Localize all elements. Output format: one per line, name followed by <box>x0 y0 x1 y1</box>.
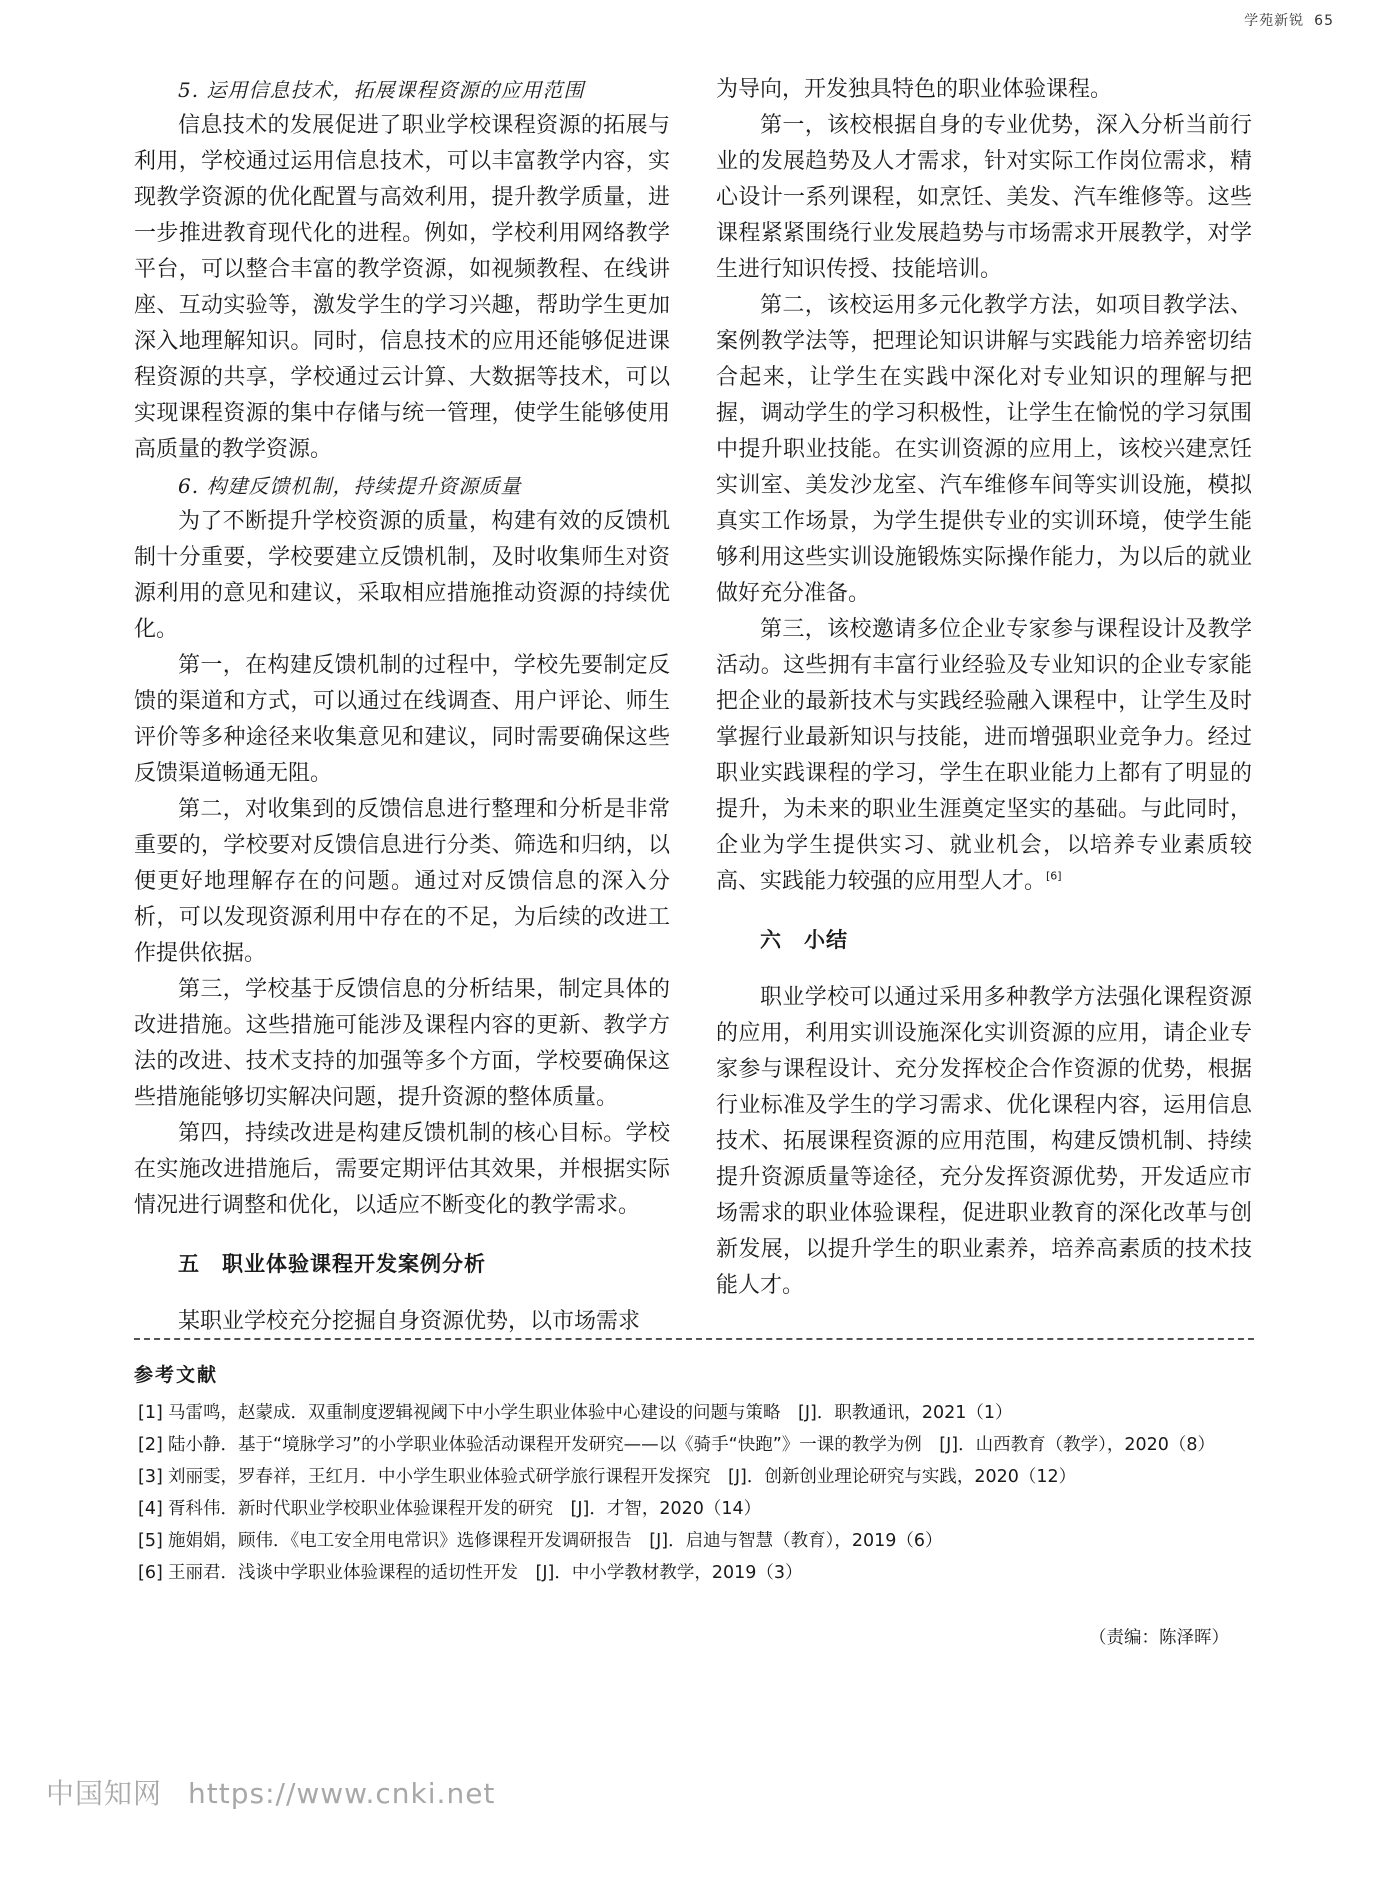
cnki-watermark <box>46 1772 495 1812</box>
reference-number: [6] <box>138 1563 163 1583</box>
references-divider <box>134 1338 1254 1340</box>
section-heading-6: 六 小结 <box>760 928 848 952</box>
reference-text: 陆小静．基于“境脉学习”的小学职业体验活动课程开发研究——以《骑手“快跑”》一课的教学为例 [J]．山西教育（教学），2020（8） <box>168 1435 1215 1455</box>
paragraph-feedback-intro: 为了不断提升学校资源的质量，构建有效的反馈机制十分重要，学校要建立反馈机制，及时收集师生对资源利用的意见和建议，采取相应措施推动资源的持续优化。 <box>134 509 670 642</box>
reference-number: [5] <box>138 1531 163 1551</box>
paragraph-case-first: 第一，该校根据自身的专业优势，深入分析当前行业的发展趋势及人才需求，针对实际工作岗位需求，精心设计一系列课程，如烹饪、美发、汽车维修等。这些课程紧紧围绕行业发展趋势与市场需求开展教学，对学生进行知识传授、技能培训。 <box>716 113 1252 282</box>
paragraph-case-third <box>716 612 1252 900</box>
reference-text: 刘丽雯，罗春祥，王红月．中小学生职业体验式研学旅行课程开发探究 [J]．创新创业理论研究与实践，2020（12） <box>168 1467 1077 1487</box>
journal-name: 学苑新锐 <box>1244 13 1305 29</box>
right-column <box>716 72 1252 1304</box>
reference-item <box>134 1493 1254 1525</box>
reference-number: [3] <box>138 1467 163 1487</box>
reference-item <box>134 1429 1254 1461</box>
reference-item <box>134 1557 1254 1589</box>
paragraph-feedback-fourth: 第四，持续改进是构建反馈机制的核心目标。学校在实施改进措施后，需要定期评估其效果，并根据实际情况进行调整和优化，以适应不断变化的教学需求。 <box>134 1121 670 1218</box>
paragraph-feedback-second: 第二，对收集到的反馈信息进行整理和分析是非常重要的，学校要对反馈信息进行分类、筛选和归纳，以便更好地理解存在的问题。通过对反馈信息的深入分析，可以发现资源利用中存在的不足，为后续的改进工作提供依据。 <box>134 797 670 966</box>
subheading-6: 6. 构建反馈机制，持续提升资源质量 <box>178 474 522 498</box>
editor-credit: （责编：陈泽晖） <box>1089 1628 1229 1648</box>
reference-item <box>134 1461 1254 1493</box>
reference-text: 马雷鸣，赵蒙成．双重制度逻辑视阈下中小学生职业体验中心建设的问题与策略 [J]．职教通讯，2021（1） <box>168 1403 1013 1423</box>
case-third-text: 第三，该校邀请多位企业专家参与课程设计及教学活动。这些拥有丰富行业经验及专业知识的企业专家能把企业的最新技术与实践经验融入课程中，让学生及时掌握行业最新知识与技能，进而增强职业竞争力。经过职业实践课程的学习，学生在职业能力上都有了明显的提升，为未来的职业生涯奠定坚实的基础。与此同时，企业为学生提供实习、就业机会，以培养专业素质较高、实践能力较强的应用型人才。 <box>716 617 1252 894</box>
paragraph-info-tech: 信息技术的发展促进了职业学校课程资源的拓展与利用，学校通过运用信息技术，可以丰富教学内容，实现教学资源的优化配置与高效利用，提升教学质量，进一步推进教育现代化的进程。例如，学校利用网络教学平台，可以整合丰富的教学资源，如视频教程、在线讲座、互动实验等，激发学生的学习兴趣，帮助学生更加深入地理解知识。同时，信息技术的应用还能够促进课程资源的共享，学校通过云计算、大数据等技术，可以实现课程资源的集中存储与统一管理，使学生能够使用高质量的教学资源。 <box>134 113 670 462</box>
references-section <box>134 1360 1254 1589</box>
reference-text: 胥科伟．新时代职业学校职业体验课程开发的研究 [J]．才智，2020（14） <box>168 1499 762 1519</box>
references-title: 参考文献 <box>134 1364 219 1386</box>
left-column <box>134 72 670 1340</box>
citation-ref-6[interactable]: [6] <box>1046 869 1062 883</box>
paragraph-case-second: 第二，该校运用多元化教学方法，如项目教学法、案例教学法等，把理论知识讲解与实践能力培养密切结合起来，让学生在实践中深化对专业知识的理解与把握，调动学生的学习积极性，让学生在愉悦的学习氛围中提升职业技能。在实训资源的应用上，该校兴建烹饪实训室、美发沙龙室、汽车维修车间等实训设施，模拟真实工作场景，为学生提供专业的实训环境，使学生能够利用这些实训设施锻炼实际操作能力，为以后的就业做好充分准备。 <box>716 293 1252 606</box>
page-number: 65 <box>1314 13 1334 29</box>
reference-item <box>134 1525 1254 1557</box>
paragraph-case-intro-start: 某职业学校充分挖掘自身资源优势，以市场需求 <box>178 1309 641 1334</box>
subheading-5: 5. 运用信息技术，拓展课程资源的应用范围 <box>178 78 585 102</box>
reference-number: [2] <box>138 1435 163 1455</box>
paragraph-case-intro-end: 为导向，开发独具特色的职业体验课程。 <box>716 77 1113 102</box>
reference-item <box>134 1397 1254 1429</box>
reference-text: 王丽君．浅谈中学职业体验课程的适切性开发 [J]．中小学教材教学，2019（3） <box>168 1563 803 1583</box>
paragraph-feedback-third: 第三，学校基于反馈信息的分析结果，制定具体的改进措施。这些措施可能涉及课程内容的更新、教学方法的改进、技术支持的加强等多个方面，学校要确保这些措施能够切实解决问题，提升资源的整体质量。 <box>134 977 670 1110</box>
reference-number: [1] <box>138 1403 163 1423</box>
section-heading-5: 五 职业体验课程开发案例分析 <box>178 1252 486 1276</box>
reference-text: 施娟娟，顾伟．《电工安全用电常识》选修课程开发调研报告 [J]．启迪与智慧（教育），2019（6） <box>168 1531 943 1551</box>
paragraph-feedback-first: 第一，在构建反馈机制的过程中，学校先要制定反馈的渠道和方式，可以通过在线调查、用户评论、师生评价等多种途径来收集意见和建议，同时需要确保这些反馈渠道畅通无阻。 <box>134 653 670 786</box>
running-head <box>1244 10 1334 30</box>
paragraph-conclusion: 职业学校可以通过采用多种教学方法强化课程资源的应用，利用实训设施深化实训资源的应用，请企业专家参与课程设计、充分发挥校企合作资源的优势，根据行业标准及学生的学习需求、优化课程内容，运用信息技术、拓展课程资源的应用范围，构建反馈机制、持续提升资源质量等途径，充分发挥资源优势，开发适应市场需求的职业体验课程，促进职业教育的深化改革与创新发展，以提升学生的职业素养，培养高素质的技术技能人才。 <box>716 985 1252 1298</box>
reference-number: [4] <box>138 1499 163 1519</box>
watermark-site-name: 中国知网 <box>46 1777 163 1810</box>
watermark-url[interactable]: https://www.cnki.net <box>188 1777 496 1810</box>
